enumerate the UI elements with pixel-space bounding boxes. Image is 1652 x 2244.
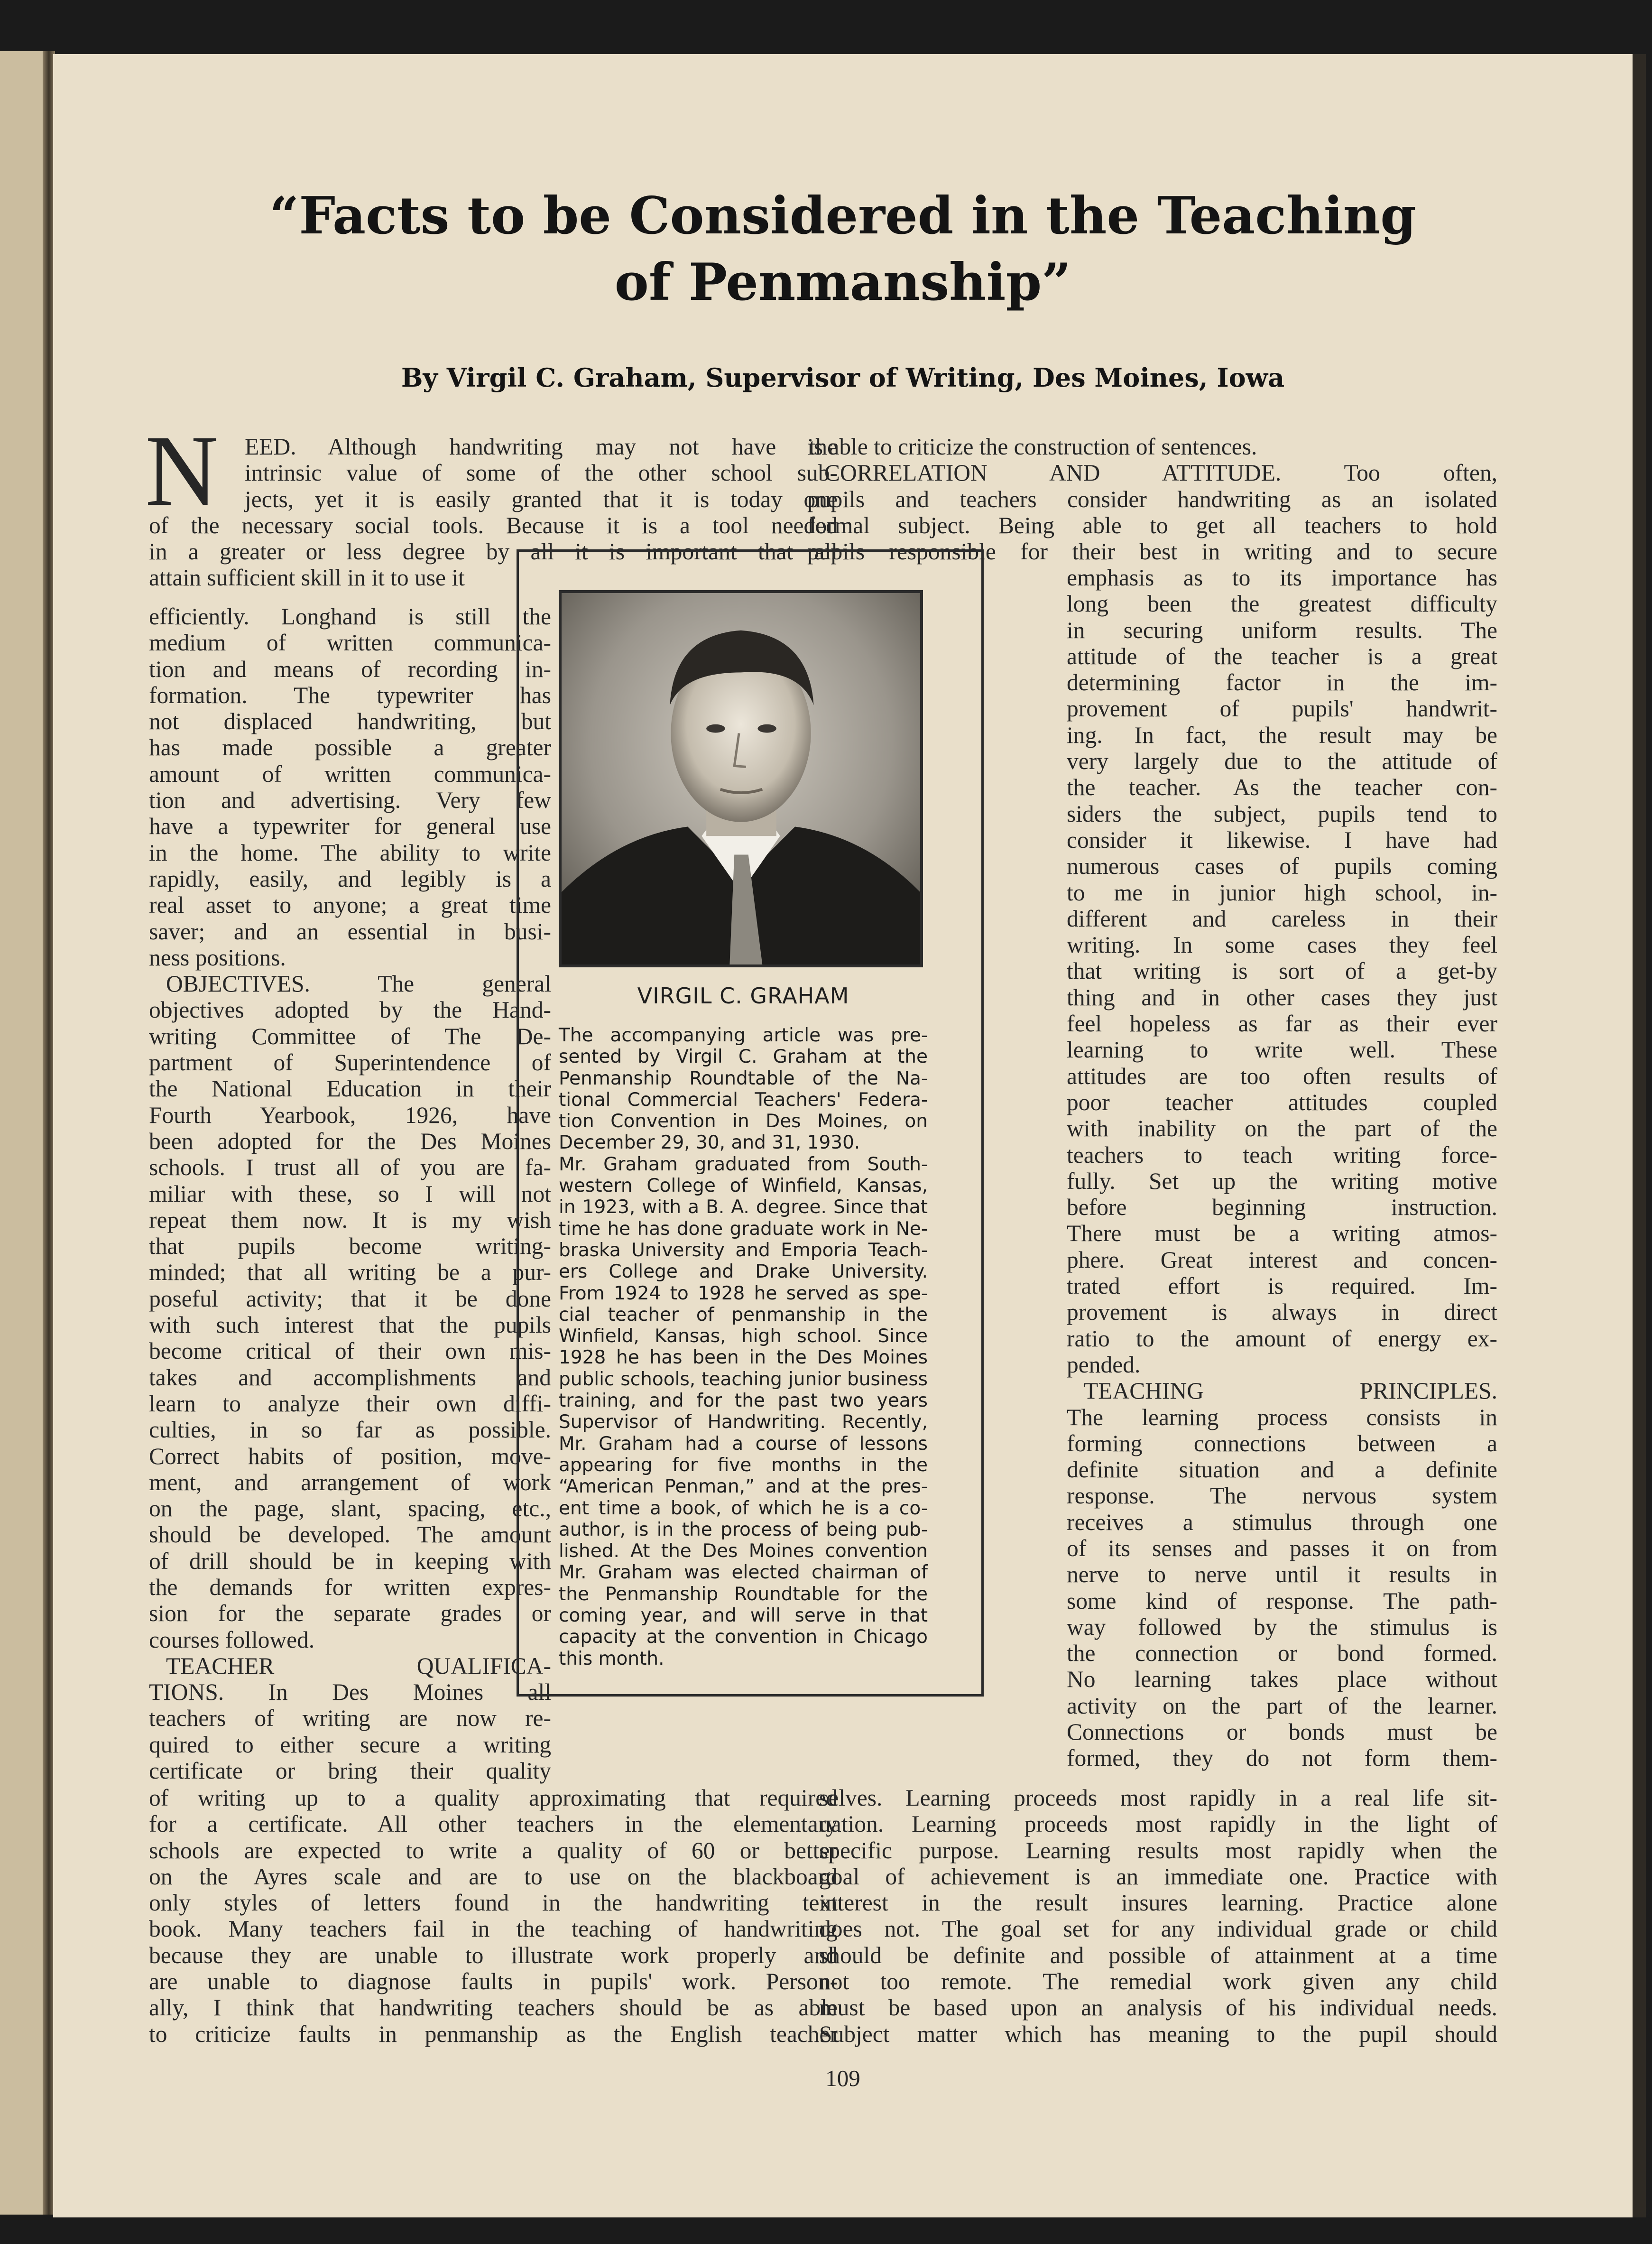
- text-line: nerve to nerve until it results in: [1067, 1561, 1497, 1588]
- text-line: very largely due to the attitude of: [1067, 748, 1497, 775]
- text-line: provement of pupils' handwrit-: [1067, 695, 1497, 722]
- text-line: uation. Learning proceeds most rapidly in the light of: [819, 1811, 1497, 1837]
- text-line: book. Many teachers fail in the teaching of handwriting: [149, 1916, 838, 1942]
- text-line: on the page, slant, spacing, etc.,: [149, 1495, 551, 1522]
- text-line: activity on the part of the learner.: [1067, 1692, 1497, 1719]
- text-line: No learning takes place without: [1067, 1666, 1497, 1693]
- text-line: real asset to anyone; a great time: [149, 892, 551, 918]
- text-line: is able to criticize the construction of sentences.: [807, 434, 1257, 460]
- text-line: the National Education in their: [149, 1076, 551, 1102]
- text-line: CORRELATION AND ATTITUDE. Too often,: [824, 460, 1497, 486]
- text-line: intrinsic value of some of the other school sub-: [245, 460, 838, 486]
- text-line: goal of achievement is an immediate one. Practice with: [819, 1863, 1497, 1890]
- text-line: poseful activity; that it be done: [149, 1285, 551, 1312]
- text-line: selves. Learning proceeds most rapidly in a real life sit-: [819, 1785, 1497, 1811]
- text-line: TEACHER QUALIFICA-: [166, 1652, 551, 1679]
- text-line: Correct habits of position, move-: [149, 1443, 551, 1469]
- text-line: TEACHING PRINCIPLES.: [1084, 1378, 1497, 1404]
- text-line: medium of written communica-: [149, 630, 551, 656]
- text-line: December 29, 30, and 31, 1930.: [559, 1132, 860, 1154]
- text-line: formed, they do not form them-: [1067, 1745, 1497, 1771]
- text-line: coming year, and will serve in that: [559, 1605, 928, 1627]
- text-line: writing. In some cases they feel: [1067, 932, 1497, 958]
- text-line: objectives adopted by the Hand-: [149, 997, 551, 1023]
- text-line: TIONS. In Des Moines all: [149, 1679, 551, 1706]
- text-line: amount of written communica-: [149, 760, 551, 787]
- text-line: receives a stimulus through one: [1067, 1509, 1497, 1535]
- text-line: Mr. Graham had a course of lessons: [559, 1433, 928, 1455]
- body-text-right-column: [1067, 565, 1497, 1771]
- text-line: way followed by the stimulus is: [1067, 1613, 1497, 1640]
- text-line: Mr. Graham was elected chairman of: [559, 1562, 928, 1584]
- text-line: EED. Although handwriting may not have the: [245, 434, 838, 460]
- text-line: trated effort is required. Im-: [1067, 1273, 1497, 1299]
- text-line: the teacher. As the teacher con-: [1067, 774, 1497, 801]
- text-line: in 1923, with a B. A. degree. Since that: [559, 1196, 928, 1218]
- text-line: Supervisor of Handwriting. Recently,: [559, 1411, 928, 1433]
- text-line: of its senses and passes it on from: [1067, 1535, 1497, 1561]
- text-line: public schools, teaching junior business: [559, 1368, 928, 1390]
- text-line: minded; that all writing be a pur-: [149, 1259, 551, 1286]
- text-line: Fourth Yearbook, 1926, have: [149, 1102, 551, 1128]
- text-line: have a typewriter for general use: [149, 813, 551, 840]
- text-line: training, and for the past two years: [559, 1390, 928, 1412]
- text-line: author, is in the process of being pub-: [559, 1519, 928, 1540]
- text-line: with such interest that the pupils: [149, 1312, 551, 1338]
- text-line: OBJECTIVES. The general: [166, 971, 551, 997]
- text-line: thing and in other cases they just: [1067, 984, 1497, 1011]
- text-line: sented by Virgil C. Graham at the: [559, 1046, 928, 1068]
- text-line: “American Penman,” and at the pres-: [559, 1476, 928, 1498]
- text-line: From 1924 to 1928 he served as spe-: [559, 1282, 928, 1304]
- text-line: in securing uniform results. The: [1067, 617, 1497, 643]
- text-line: learning to write well. These: [1067, 1037, 1497, 1063]
- text-line: Subject matter which has meaning to the pupil should: [819, 2021, 1497, 2047]
- text-line: to me in junior high school, in-: [1067, 879, 1497, 906]
- text-line: jects, yet it is easily granted that it is today one: [245, 486, 838, 512]
- text-line: teachers of writing are now re-: [149, 1705, 551, 1732]
- text-line: in the home. The ability to write: [149, 839, 551, 866]
- text-line: specific purpose. Learning results most rapidly when the: [819, 1837, 1497, 1864]
- text-line: appearing for five months in the: [559, 1454, 928, 1476]
- text-line: the connection or bond formed.: [1067, 1640, 1497, 1667]
- text-line: attitude of the teacher is a great: [1067, 643, 1497, 669]
- text-line: pupils responsible for their best in writing and to secure: [807, 538, 1497, 565]
- text-line: consider it likewise. I have had: [1067, 826, 1497, 853]
- text-line: Mr. Graham graduated from South-: [559, 1153, 928, 1175]
- text-line: lished. At the Des Moines convention: [559, 1540, 928, 1562]
- text-line: schools. I trust all of you are fa-: [149, 1154, 551, 1181]
- text-line: There must be a writing atmos-: [1067, 1220, 1497, 1247]
- body-text-bottom-left: [149, 1785, 838, 2047]
- text-line: ally, I think that handwriting teachers should be as able: [149, 1994, 838, 2021]
- text-line: feel hopeless as far as their ever: [1067, 1011, 1497, 1037]
- text-line: courses followed.: [149, 1626, 315, 1653]
- portrait-photo: [559, 590, 923, 967]
- text-line: Winfield, Kansas, high school. Since: [559, 1326, 928, 1347]
- text-line: forming connections between a: [1067, 1430, 1497, 1456]
- text-line: of writing up to a quality approximating that required: [149, 1785, 838, 1811]
- text-line: miliar with these, so I will not: [149, 1180, 551, 1207]
- page-number: 109: [825, 2065, 860, 2091]
- text-line: siders the subject, pupils tend to: [1067, 800, 1497, 827]
- text-line: ers College and Drake University.: [559, 1261, 928, 1283]
- text-line: Penmanship Roundtable of the Na-: [559, 1067, 928, 1089]
- text-line: saver; and an essential in busi-: [149, 918, 551, 945]
- text-line: only styles of letters found in the handwriting text: [149, 1890, 838, 1916]
- text-line: 1928 he has been in the Des Moines: [559, 1347, 928, 1369]
- text-line: ratio to the amount of energy ex-: [1067, 1325, 1497, 1352]
- text-line: capacity at the convention in Chicago: [559, 1626, 928, 1648]
- drop-cap: N: [145, 415, 219, 527]
- text-line: determining factor in the im-: [1067, 669, 1497, 696]
- body-text-left-column: [149, 603, 551, 1784]
- text-line: must be based upon an analysis of his individual needs.: [819, 1994, 1497, 2021]
- text-line: some kind of response. The path-: [1067, 1587, 1497, 1614]
- text-line: because they are unable to illustrate work properly and: [149, 1942, 838, 1968]
- text-line: braska University and Emporia Teach-: [559, 1239, 928, 1261]
- body-text-bottom-right: [819, 1785, 1497, 2047]
- text-line: attitudes are too often results of: [1067, 1063, 1497, 1089]
- right-page-edge: [1633, 54, 1646, 2217]
- text-line: of the necessary social tools. Because it is a tool needed: [149, 512, 838, 538]
- text-line: the demands for written expres-: [149, 1574, 551, 1600]
- text-line: sion for the separate grades or: [149, 1600, 551, 1627]
- text-line: long been the greatest difficulty: [1067, 591, 1497, 617]
- text-line: provement is always in direct: [1067, 1299, 1497, 1326]
- text-line: that pupils become writing-: [149, 1233, 551, 1260]
- text-line: cial teacher of penmanship in the: [559, 1304, 928, 1326]
- text-line: ness positions.: [149, 944, 286, 971]
- text-line: The accompanying article was pre-: [559, 1025, 928, 1046]
- text-line: quired to either secure a writing: [149, 1731, 551, 1758]
- text-line: does not. The goal set for any individual grade or child: [819, 1916, 1497, 1942]
- text-line: formal subject. Being able to get all teachers to hold: [807, 512, 1497, 538]
- text-line: time he has done graduate work in Ne-: [559, 1218, 928, 1240]
- text-line: tion Convention in Des Moines, on: [559, 1111, 928, 1132]
- text-line: should be developed. The amount: [149, 1521, 551, 1548]
- text-line: been adopted for the Des Moines: [149, 1128, 551, 1154]
- text-line: of drill should be in keeping with: [149, 1548, 551, 1574]
- text-line: tion and means of recording in-: [149, 656, 551, 682]
- text-line: teachers to teach writing force-: [1067, 1141, 1497, 1168]
- text-line: certificate or bring their quality: [149, 1758, 551, 1784]
- text-line: before beginning instruction.: [1067, 1194, 1497, 1221]
- text-line: on the Ayres scale and are to use on the blackboard: [149, 1863, 838, 1890]
- text-line: takes and accomplishments and: [149, 1364, 551, 1391]
- text-line: the Penmanship Roundtable for the: [559, 1583, 928, 1605]
- text-line: formation. The typewriter has: [149, 682, 551, 708]
- text-line: poor teacher attitudes coupled: [1067, 1089, 1497, 1115]
- text-line: The learning process consists in: [1067, 1404, 1497, 1430]
- text-line: writing Committee of The De-: [149, 1023, 551, 1049]
- article-byline: By Virgil C. Graham, Supervisor of Writing, Des Moines, Iowa: [401, 362, 1285, 393]
- text-line: for a certificate. All other teachers in the elementary: [149, 1811, 838, 1837]
- text-line: response. The nervous system: [1067, 1483, 1497, 1509]
- text-line: in a greater or less degree by all it is important that all: [149, 538, 838, 565]
- sidebar-name: VIRGIL C. GRAHAM: [637, 983, 849, 1009]
- text-line: fully. Set up the writing motive: [1067, 1168, 1497, 1194]
- sidebar-caption: [559, 1025, 928, 1669]
- text-line: not too remote. The remedial work given any child: [819, 1968, 1497, 1995]
- text-line: become critical of their own mis-: [149, 1338, 551, 1364]
- text-line: culties, in so far as possible.: [149, 1417, 551, 1443]
- text-line: Connections or bonds must be: [1067, 1719, 1497, 1745]
- text-line: western College of Winfield, Kansas,: [559, 1175, 928, 1197]
- article-title-line-2: of Penmanship”: [614, 252, 1071, 312]
- text-line: repeat them now. It is my wish: [149, 1206, 551, 1233]
- text-line: different and careless in their: [1067, 905, 1497, 932]
- text-line: are unable to diagnose faults in pupils' work. Person-: [149, 1968, 838, 1995]
- text-line: ent time a book, of which he is a co-: [559, 1497, 928, 1519]
- text-line: numerous cases of pupils coming: [1067, 853, 1497, 880]
- text-line: pended.: [1067, 1351, 1141, 1378]
- body-text-top-right: [807, 434, 1497, 565]
- text-line: ment, and arrangement of work: [149, 1469, 551, 1495]
- text-line: phere. Great interest and concen-: [1067, 1246, 1497, 1273]
- text-line: this month.: [559, 1648, 664, 1669]
- text-line: not displaced handwriting, but: [149, 708, 551, 735]
- text-line: definite situation and a definite: [1067, 1456, 1497, 1483]
- text-line: ing. In fact, the result may be: [1067, 722, 1497, 748]
- text-line: learn to analyze their own diffi-: [149, 1390, 551, 1417]
- text-line: that writing is sort of a get-by: [1067, 958, 1497, 984]
- text-line: tional Commercial Teachers' Federa-: [559, 1089, 928, 1111]
- text-line: to criticize faults in penmanship as the English teacher: [149, 2021, 838, 2047]
- text-line: emphasis as to its importance has: [1067, 565, 1497, 591]
- text-line: has made possible a greater: [149, 734, 551, 761]
- text-line: should be definite and possible of attainment at a time: [819, 1942, 1497, 1968]
- text-line: tion and advertising. Very few: [149, 787, 551, 814]
- article-title-line-1: “Facts to be Considered in the Teaching: [269, 186, 1416, 246]
- text-line: efficiently. Longhand is still the: [149, 603, 551, 630]
- text-line: pupils and teachers consider handwriting as an isolated: [807, 486, 1497, 512]
- portrait-drawing: [562, 593, 920, 964]
- text-line: partment of Superintendence of: [149, 1049, 551, 1076]
- text-line: with inability on the part of the: [1067, 1115, 1497, 1142]
- text-line: interest in the result insures learning. Practice alone: [819, 1890, 1497, 1916]
- text-line: rapidly, easily, and legibly is a: [149, 865, 551, 892]
- text-line: schools are expected to write a quality of 60 or better: [149, 1837, 838, 1864]
- text-line: attain sufficient skill in it to use it: [149, 565, 465, 591]
